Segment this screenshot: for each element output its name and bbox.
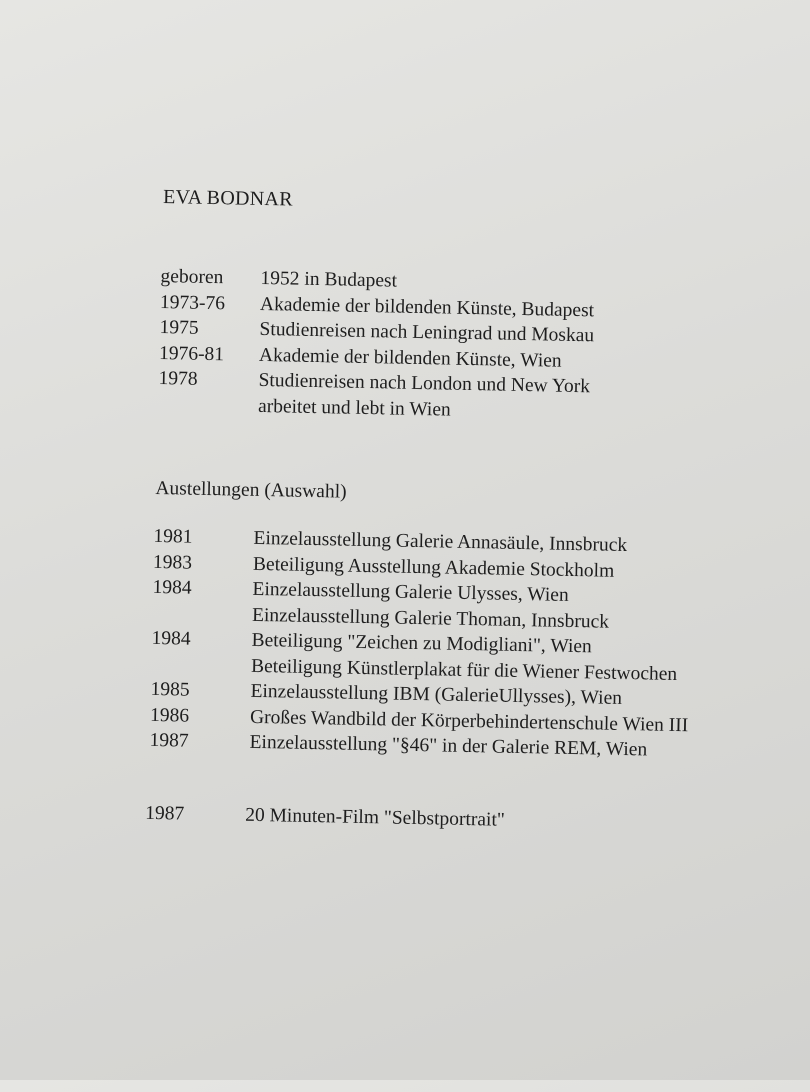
list-item	[149, 730, 647, 762]
item-year: 1987	[149, 729, 189, 752]
film-text: 20 Minuten-Film "Selbstportrait"	[245, 804, 506, 831]
item-text: Großes Wandbild der Körperbehindertenschule Wien III	[249, 706, 689, 736]
list-item	[160, 266, 397, 293]
item-year: 1985	[150, 678, 190, 701]
item-year: 1984	[152, 576, 192, 599]
item-year: 1975	[159, 317, 199, 339]
item-text: Akademie der bildenden Künste, Wien	[258, 344, 562, 372]
item-text: Beteiligung Ausstellung Akademie Stockholm	[252, 553, 615, 582]
item-year: 1981	[153, 525, 193, 548]
item-year	[158, 409, 258, 411]
list-item	[152, 577, 569, 607]
item-text: Studienreisen nach Leningrad und Moskau	[259, 318, 595, 347]
item-text: Akademie der bildenden Künste, Budapest	[259, 293, 595, 321]
item-year	[151, 669, 251, 671]
item-text: Einzelausstellung Galerie Thoman, Innsbruck	[251, 604, 610, 633]
list-item	[158, 368, 590, 398]
item-year: 1976-81	[158, 342, 225, 365]
item-text: Einzelausstellung Galerie Ulysses, Wien	[252, 578, 569, 606]
item-text: arbeitet und lebt in Wien	[257, 395, 451, 421]
list-item	[158, 394, 451, 422]
item-text: Einzelausstellung Galerie Annasäule, Innsbruck	[253, 527, 628, 557]
list-item	[159, 343, 562, 373]
item-year: geboren	[160, 266, 224, 289]
film-year: 1987	[145, 802, 185, 825]
item-text: Einzelausstellung "§46" in der Galerie REM, Wien	[249, 731, 648, 761]
item-year: 1986	[149, 704, 190, 727]
item-text: Einzelausstellung IBM (GalerieUllysses), Wien	[250, 680, 623, 709]
item-year: 1978	[158, 368, 198, 390]
page-title: EVA BODNAR	[162, 186, 294, 211]
item-text: Beteiligung "Zeichen zu Modigliani", Wien	[251, 629, 592, 658]
item-year: 1983	[152, 551, 193, 574]
item-text: Studienreisen nach London und New York	[258, 369, 591, 398]
film-row	[145, 803, 505, 832]
item-text: Beteiligung Künstlerplakat für die Wiener Festwochen	[250, 655, 678, 685]
exhibitions-heading: Austellungen (Auswahl)	[155, 477, 347, 503]
item-year: 1973-76	[159, 291, 226, 314]
item-year	[152, 618, 252, 620]
item-text: 1952 in Budapest	[260, 267, 398, 292]
item-year: 1984	[151, 627, 191, 650]
